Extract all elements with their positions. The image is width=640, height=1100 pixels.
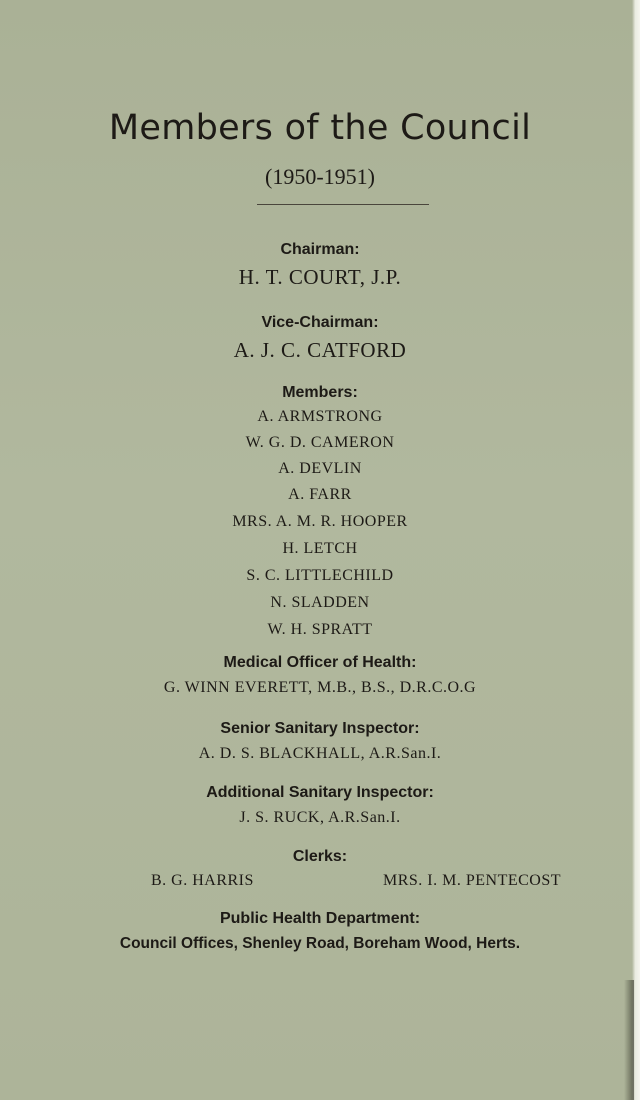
additional-inspector-name: J. S. RUCK, A.R.San.I. bbox=[239, 809, 401, 826]
divider-rule bbox=[257, 204, 429, 205]
medical-officer-heading: Medical Officer of Health: bbox=[223, 654, 417, 671]
medical-officer-name: G. WINN EVERETT, M.B., B.S., D.R.C.O.G bbox=[163, 679, 477, 696]
clerk-name: B. G. HARRIS bbox=[151, 872, 254, 889]
page-subtitle: (1950-1951) bbox=[265, 164, 375, 189]
member-name: W. H. SPRATT bbox=[267, 621, 373, 638]
vice-chairman-heading: Vice-Chairman: bbox=[261, 314, 379, 331]
department-address: Council Offices, Shenley Road, Boreham Wood, Herts. bbox=[119, 935, 521, 952]
department-heading: Public Health Department: bbox=[219, 910, 421, 927]
clerk-name: MRS. I. M. PENTECOST bbox=[383, 872, 562, 889]
chairman-name: H. T. COURT, J.P. bbox=[238, 265, 402, 289]
member-name: S. C. LITTLECHILD bbox=[246, 567, 394, 584]
member-name: H. LETCH bbox=[282, 540, 358, 557]
member-name: MRS. A. M. R. HOOPER bbox=[232, 513, 408, 530]
page-title: Members of the Council bbox=[108, 108, 532, 148]
member-name: A. ARMSTRONG bbox=[257, 408, 383, 425]
senior-inspector-heading: Senior Sanitary Inspector: bbox=[220, 720, 420, 737]
clerks-heading: Clerks: bbox=[292, 848, 348, 865]
vice-chairman-name: A. J. C. CATFORD bbox=[233, 338, 407, 362]
members-heading: Members: bbox=[282, 384, 358, 401]
member-name: A. DEVLIN bbox=[278, 460, 362, 477]
chairman-heading: Chairman: bbox=[280, 241, 360, 258]
member-name: A. FARR bbox=[288, 486, 352, 503]
additional-inspector-heading: Additional Sanitary Inspector: bbox=[206, 784, 434, 801]
member-name: N. SLADDEN bbox=[270, 594, 370, 611]
member-name: W. G. D. CAMERON bbox=[245, 434, 395, 451]
page-edge-shadow bbox=[624, 980, 634, 1100]
senior-inspector-name: A. D. S. BLACKHALL, A.R.San.I. bbox=[198, 745, 442, 762]
